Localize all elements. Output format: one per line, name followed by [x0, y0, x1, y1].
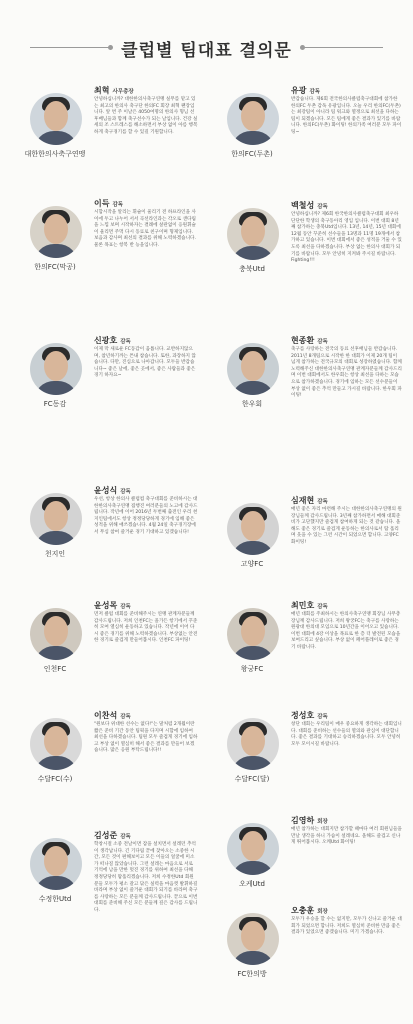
portrait-shirt — [34, 131, 78, 145]
statement-text: 먼저 클럽 대회를 준비해주시는 연맹 관계자분들께 감사드립니다. 저희 인천FC는 올가든 항기에서 꾸준히 모여 열심히 운동하고 있습니다. 작년에 이어 다시 좋은 경기를 위해 노력하겠습니다. 부상없는 안전한 경기로 즐겁게 만들어봅시다. 인천FC 파이팅! — [94, 612, 198, 644]
portrait-shirt — [231, 756, 275, 770]
member-name — [94, 600, 131, 611]
team-name: 한의FC(두촌) — [231, 150, 273, 158]
team-name: 오케Utd — [239, 880, 265, 888]
statement-text: "원보다 위대한 선수는 없다!"는 말처럼 2개월이란 짧은 준비 기간 동안 팀웍을 다지며 시합에 임하여 최선을 다하겠습니다. 팀원 모두 즐겁게 경기에 임하고 부상 없이 열심히 해서 좋은 결과를 만들어 보겠습니다. 많은 응원 부탁드립니다!! — [94, 722, 198, 754]
statement-text: 시합시작을 알리는 휘슬이 울리기 전 하프라인을 사이에 두고 나누어 서서 곡선라인과는 각오로 샌다림을 느낍 보며 시작하자는 결례에 살관없이 응원휘슬이 울리면 주먹 다시 동료로 친구이며 형제입니다. 보음과 감사며 최선의 결과를 위해 노력하겠습니다. 물론 목표는 항복 반 능을입니다. — [94, 210, 196, 248]
member-role: 감독 — [317, 339, 328, 345]
title-rule-right — [303, 47, 383, 48]
statement-text: 안녕하십니까? 대한한의사축구연맹 실무를 맡고 있는 최고의 한의사 축구단 한의FC 회장 최혁 팬장입니다. 앞 번 주 이날은 4050여명의 한의사 형님 선후배님들과 함께 축구선수가 되는 날입니다. 건강 실세의 조 스트레스를 해소하면서 부상 없이 아름 행복하게 축구경기를 할 수 있길 기원합니다. — [94, 97, 198, 135]
member-name-text: 이득 — [94, 199, 110, 208]
portrait-photo — [227, 208, 279, 260]
member-role: 회장 — [317, 819, 328, 825]
member-role: 감독 — [120, 714, 131, 720]
member-name — [94, 198, 123, 209]
portrait-photo — [227, 343, 279, 395]
team-name: 대한한의사축구연맹 — [24, 150, 86, 158]
member-role: 회장 — [317, 909, 328, 915]
member-name — [291, 495, 328, 506]
member-name-text: 신광호 — [94, 336, 118, 345]
portrait-shirt — [34, 876, 78, 890]
portrait-face — [241, 351, 265, 381]
portrait-photo — [30, 93, 82, 145]
statement-text: 창단 대회는 우리팀이 매우 중요하게 생각하는 대회입니다. 대회를 준비하는 선수들의 열의와 관심이 대단합니다. 좋은 결과를 기대하고 승리하겠습니다. 모두 안녕히 모두 모이시길 바랍니다. — [291, 722, 402, 747]
member-name-text: 심재현 — [291, 496, 315, 505]
statement-text: 반갑습니다. 제6회 전국한의사클럽축구대회에 참가한 한의FC 두촌 감독 유광입니다. 오늘 우리 한의FC(두촌)는 최강팀이 아니라 팀 워크와 열정으로 최선을 다하는 팀이 되겠습니다. 모든 팀에게 좋은 결과가 있기를 바랍니다. 한의FC(두촌) 화이팅! 한의가족 여러분 모두 파이팅~ — [291, 97, 402, 135]
member-name-text: 오충훈 — [291, 906, 315, 915]
statement-text: 축구를 사랑하는 전국의 동료 선후배님들 반갑습니다. 2011년 8개팀으로 시작한 한 대회가 이제 20개 팀이 넘게 참가하는 전국규모의 대회로 성장하였습니다. 함께 노력해주신 대한한의사축구연맹 관계자분들께 감사드리며 이번 대회에서도 한우회는 항상 최선을 다하는 모습으로 참가하겠습니다. 경기에 임하는 모든 선수분들이 부상 없이 좋은 추억 만들고 가시길 바랍니다. 한우회 파이팅! — [291, 347, 402, 399]
member-name-text: 최혁 — [94, 86, 110, 95]
portrait-photo — [227, 913, 279, 965]
header — [0, 0, 413, 78]
member-name — [94, 335, 131, 346]
portrait-face — [241, 726, 265, 756]
portrait-photo — [30, 206, 82, 258]
member-name-text: 윤성목 — [94, 601, 118, 610]
statement-text: 매년 대회를 주최하시는 한의사축구연맹 회장님 사무총장님께 감사드립니다. 저희 왕궁FC는 축구를 사랑하는 원광대 한의대 모임으로 10년간을 이어오고 있습니다. 이번 대회에 4강 이상을 목표로 한 층 더 발전된 모습을 보여드리고 싶습니다. 부상 없이 페어플레이로 좋은 경기 바랍니다. — [291, 612, 401, 650]
statement-text: 우선, 항상 한의사 클럽컵 축구대회를 준비하시는 대한한의사축구연맹 집행진 여러분들의 노고에 감사드립니다. 작년에 이어 2016년 두번째 출전인 우리 천지인팀에서도 항상 정정당당하게 경기에 임해 좋은 성적을 위해 애쓰겠습니다. 4월 24일 축구경기장에서 무심 참여 즐거운 경기 기대하고 있겠습니다! — [94, 497, 198, 535]
portrait-shirt — [231, 131, 275, 145]
portrait-face — [44, 351, 68, 381]
member-name — [291, 815, 328, 826]
member-role: 감독 — [309, 89, 321, 95]
team-name: 천지인 — [44, 550, 66, 558]
member-name-text: 최민호 — [291, 601, 315, 610]
portrait-photo — [30, 343, 82, 395]
portrait-face — [44, 501, 68, 531]
portrait-face — [241, 616, 265, 646]
team-name: 인천FC — [43, 665, 67, 673]
team-name: FC동감 — [43, 400, 67, 408]
member-name-text: 현종환 — [291, 336, 315, 345]
portrait-photo — [227, 93, 279, 145]
member-role: 감독 — [120, 489, 131, 495]
portrait-face — [44, 214, 68, 244]
member-role: 감독 — [317, 499, 328, 505]
statement-text: 매년 참가하는 대회지만 참가할 때마다 여러 회원님들을 만날 생각을 하니 가슴이 설레네요. 올해도 즐겁고 신나게 뛰어봅시다. 오케Utd 화이팅! — [291, 827, 402, 846]
portrait-face — [241, 216, 265, 246]
team-name: FC한의방 — [237, 970, 267, 978]
member-name — [291, 710, 328, 721]
portrait-photo — [30, 718, 82, 770]
member-role: 감독 — [120, 339, 131, 345]
team-name: 충북Utd — [239, 265, 265, 273]
member-role: 감독 — [120, 604, 131, 610]
member-name-text: 유광 — [291, 86, 307, 95]
statement-text: 학창시절 소중 전날이면 잠을 설치면서 설레던 추억이 생각납니다. 긴 기다림 끝에 찾아오는 소중한 시간, 모든 것이 편해보이고 모든 이들의 얼굴에 미소가 떠나질 않았습니다. 그런 설레는 마음으로 서로 기억에 남을 만한 멋진 경기를 위하여 최선을 다해 정정당당히 땀흘리겠습니다. 저희 수정한Utd 회원분들 모두가 평소 갈고 닦은 실력을 마음껏 발휘하길 바라며 부상 없이 즐거운 대회가 되기를 바라며 축구를 사랑하는 모든 분들께 감사드립니다. 끝으로 이번 대회를 준비해 주신 모든 분들께 깊은 감사를 드립니다. — [94, 842, 198, 913]
member-role: 감독 — [112, 202, 124, 208]
statement-text: 모두가 우승을 할 수는 없지만, 모두가 신나고 즐거운 대회가 되었으면 합니다. 저희도 열심히 준비한 만큼 좋은 결과가 있었으면 좋겠습니다. 미기 가겠습니다. — [291, 917, 402, 936]
portrait-shirt — [34, 244, 78, 258]
member-name — [291, 335, 328, 346]
portrait-face — [44, 101, 68, 131]
member-name — [291, 200, 328, 211]
member-name-text: 정성호 — [291, 711, 315, 720]
team-name: 한의FC(막공) — [34, 263, 76, 271]
statement-text: 이제 막 새로운 FC동감이 움틉니다. 교반하지않으며, 참년하기까는 튼내 참습니다. 또한, 과장하지 않습니다. 다만, 진심으로 나아갑니다. 모두들 반갑습니다~ 좋은 날에, 좋은 곳에서, 좋은 사람들과 좋은 경기 하자요~ — [94, 347, 196, 379]
portrait-photo — [227, 718, 279, 770]
member-name — [94, 830, 131, 841]
member-name — [94, 485, 131, 496]
team-name: 수달FC(달) — [234, 775, 270, 783]
member-role: 감독 — [317, 204, 328, 210]
member-name — [291, 905, 328, 916]
portrait-face — [241, 921, 265, 951]
portrait-face — [44, 846, 68, 876]
portrait-shirt — [34, 756, 78, 770]
portrait-photo — [227, 823, 279, 875]
portrait-shirt — [34, 531, 78, 545]
member-role: 사무총장 — [112, 89, 134, 95]
portrait-face — [241, 511, 265, 541]
portrait-shirt — [231, 246, 275, 260]
member-name-text: 윤성식 — [94, 486, 118, 495]
page-title: 클럽별 팀대표 결의문 — [121, 41, 292, 61]
member-name — [291, 85, 320, 96]
statement-text: 안녕하십니까? 제6회 한국한의사클럽축구대회 최우하 단단한 학생의 축구동아리 영입 입니다. 이번 대회 8년째 참가하는 충북Utd입니다. 13년, 14년, 15년 대회에 12월 동안 꾸준히 선수들을 13명과 11명 19개에서 참가하고 있습니다. 이번 대회에서 좋은 성적을 거둘 수 있도록 최선을 다하겠습니다. 부상 없는 한의사 대회가 되기를 바랍니다. 모두 안녕히 지켜봐 주시길 바랍니다. Fighting!!! — [291, 212, 402, 264]
member-name-text: 백철성 — [291, 201, 315, 210]
portrait-shirt — [231, 381, 275, 395]
portrait-shirt — [34, 646, 78, 660]
portrait-shirt — [231, 861, 275, 875]
portrait-shirt — [231, 541, 275, 555]
portrait-shirt — [231, 646, 275, 660]
portrait-photo — [227, 608, 279, 660]
portrait-photo — [30, 493, 82, 545]
team-name: 고양FC — [240, 560, 264, 568]
portrait-face — [44, 726, 68, 756]
statement-text: 매년 좋은 자리 마련해 주시는 대한한의사축구연맹의 원장님들께 감사드립니다. 3년째 참가하면서 매해 대회준비가 고단했지만 즐겁게 참여하게 되는 것 같습니다. 올해도 좋은 경기로 즐겁게 운동하는 한의사로서 땀 흘리며 웃을 수 있는 그런 시간이 되었으면 합니다. 고양FC 화이팅! — [291, 507, 402, 545]
portrait-shirt — [231, 951, 275, 965]
member-role: 감독 — [317, 604, 328, 610]
portrait-face — [44, 616, 68, 646]
portrait-photo — [30, 608, 82, 660]
member-name — [94, 85, 134, 96]
team-name: 한우회 — [241, 400, 263, 408]
team-name: 수정한Utd — [38, 895, 72, 903]
member-name — [94, 710, 131, 721]
portrait-face — [241, 831, 265, 861]
portrait-photo — [227, 503, 279, 555]
member-role: 감독 — [120, 834, 131, 840]
member-name-text: 김영하 — [291, 816, 315, 825]
portrait-photo — [30, 838, 82, 890]
member-name-text: 김성준 — [94, 831, 118, 840]
team-name: 수달FC(수) — [37, 775, 73, 783]
team-name: 왕궁FC — [240, 665, 264, 673]
member-name-text: 이찬석 — [94, 711, 118, 720]
portrait-shirt — [34, 381, 78, 395]
member-role: 감독 — [317, 714, 328, 720]
member-name — [291, 600, 328, 611]
portrait-face — [241, 101, 265, 131]
